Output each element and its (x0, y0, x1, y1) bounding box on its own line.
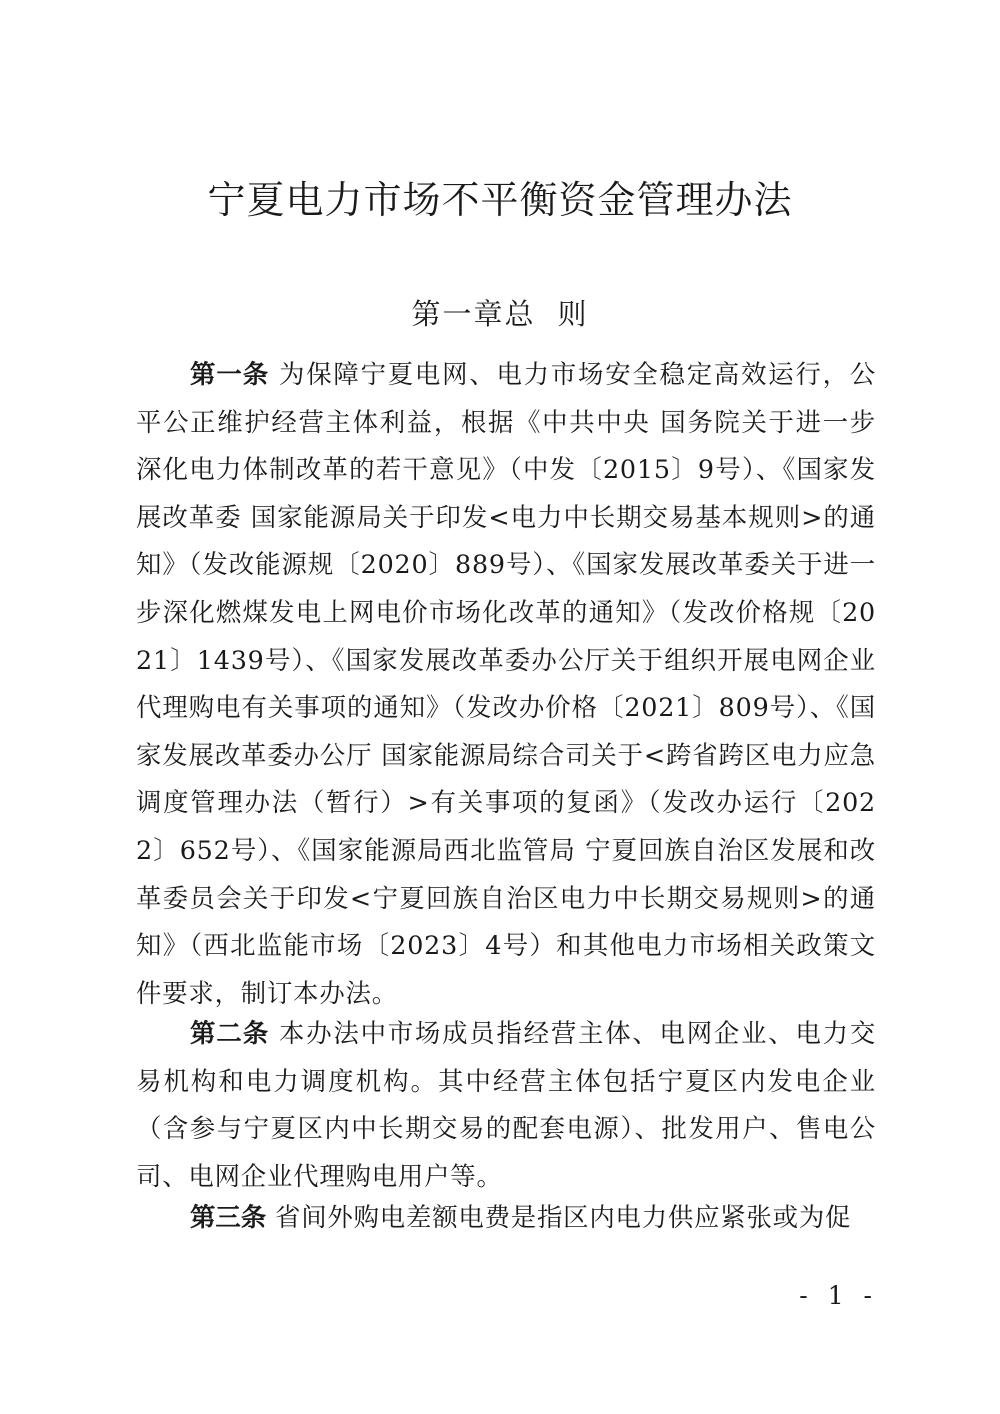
article-1-text: 为保障宁夏电网、电力市场安全稳定高效运行，公平公正维护经营主体利益，根据《中共中央 国务院关于进一步深化电力体制改革的若干意见》（中发〔2015〕9号）、《国家发展改革委 国家能源局关于印发<电力中长期交易基本规则>的通知》（发改能源规〔2020〕889号）、《国家发展改革委关于进一步深化燃煤发电上网电价市场化改革的通知》（发改价格规〔2021〕1439号）、《国家发展改革委办公厅关于组织开展电网企业代理购电有关事项的通知》（发改办价格〔2021〕809号）、《国家发展改革委办公厅 国家能源局综合司关于<跨省跨区电力应急调度管理办法（暂行）>有关事项的复函》（发改办运行〔2022〕652号）、《国家能源局西北监管局 宁夏回族自治区发展和改革委员会关于印发<宁夏回族自治区电力中长期交易规则>的通知》（西北监能市场〔2023〕4号）和其他电力市场相关政策文件要求，制订本办法。 (136, 359, 877, 1008)
chapter-name-part1: 总 (504, 297, 536, 331)
article-2-text: 本办法中市场成员指经营主体、电网企业、电力交易机构和电力调度机构。其中经营主体包括宁夏区内发电企业（含参与宁夏区内中长期交易的配套电源）、批发用户、售电公司、电网企业代理购电用户等。 (136, 1018, 877, 1191)
document-title: 宁夏电力市场不平衡资金管理办法 (207, 178, 793, 222)
article-2 (136, 1010, 876, 1200)
article-3-text: 省间外购电差额电费是指区内电力供应紧张或为促 (275, 1202, 852, 1232)
article-3 (136, 1194, 876, 1242)
chapter-heading (0, 292, 1000, 336)
article-3-lead: 第三条 (190, 1202, 267, 1232)
page-number: - 1 - (799, 1281, 878, 1310)
article-1 (136, 351, 876, 1017)
chapter-label: 第一章 (411, 297, 505, 331)
article-2-lead: 第二条 (190, 1018, 270, 1048)
article-1-lead: 第一条 (190, 359, 270, 389)
chapter-name-part2: 则 (557, 297, 589, 331)
